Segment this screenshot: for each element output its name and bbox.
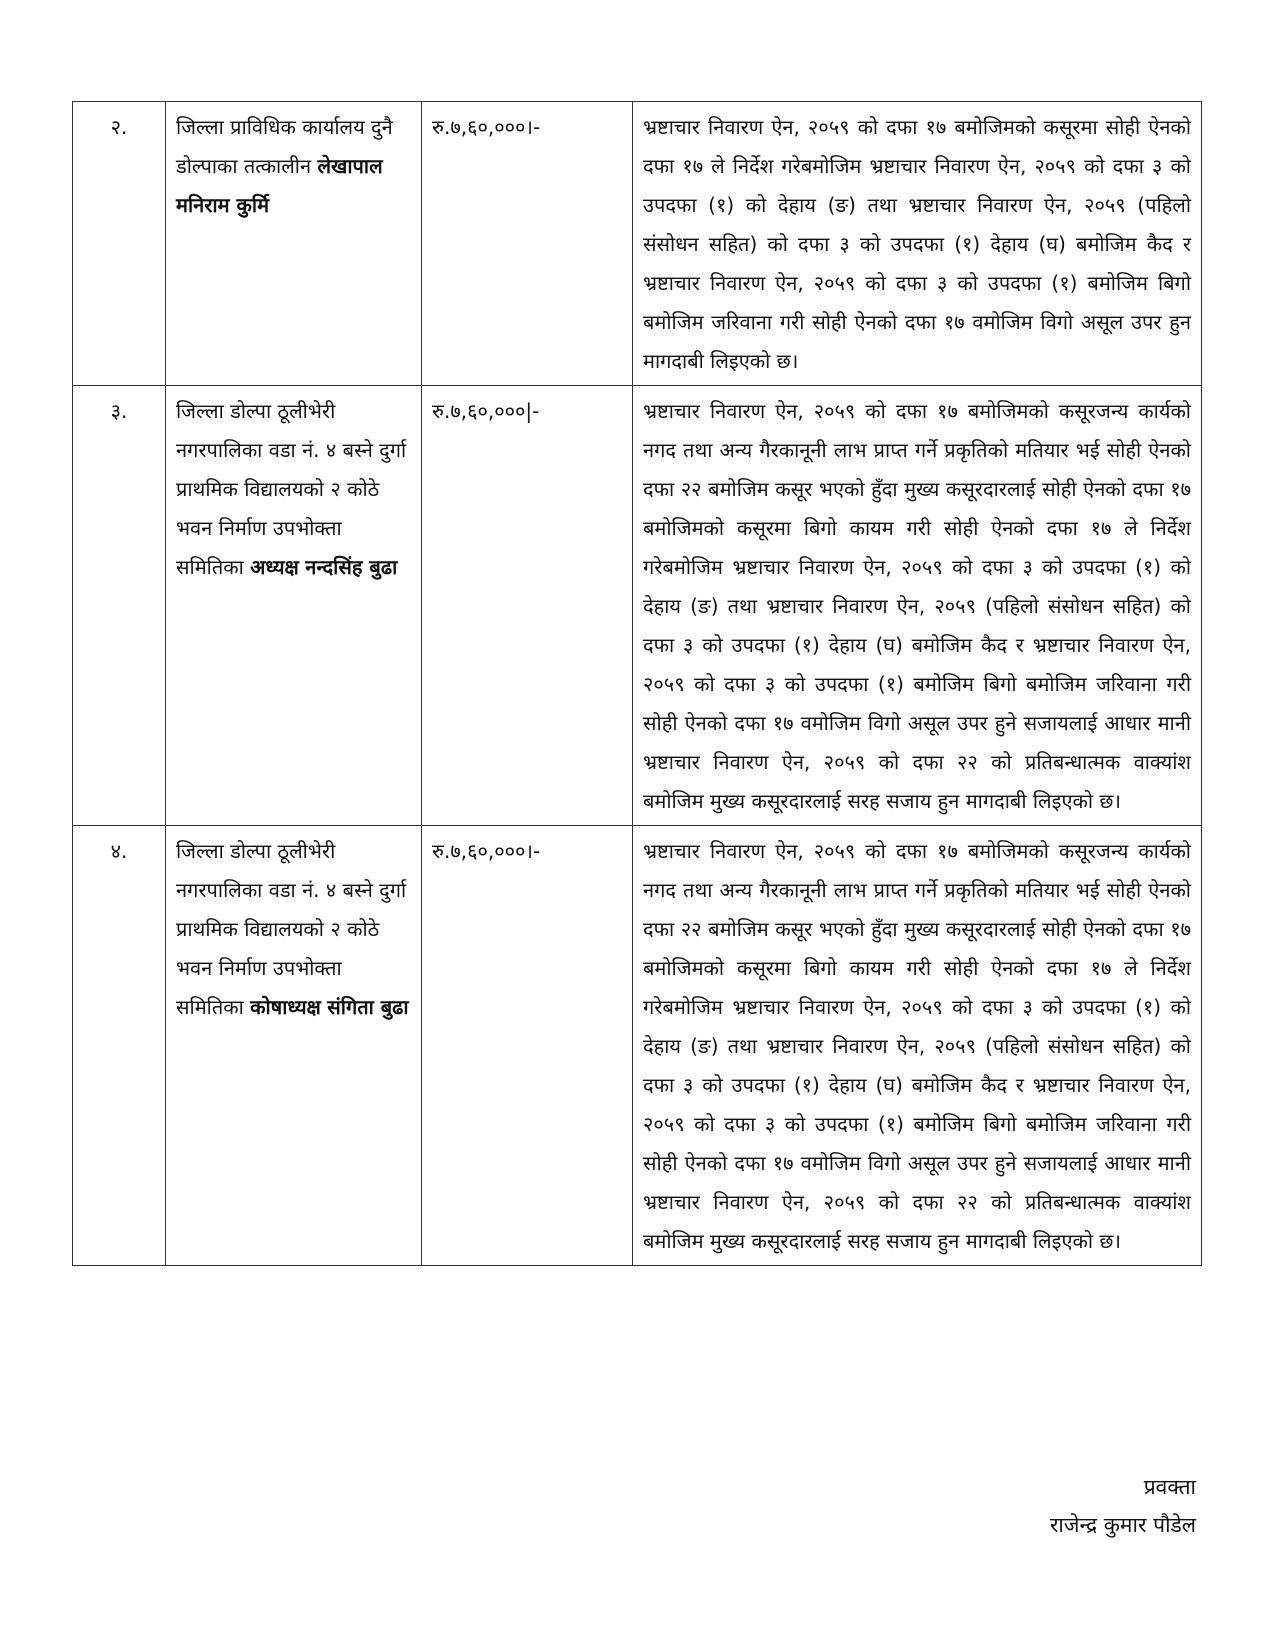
claim-amount: रु.७,६०,०००|- xyxy=(422,386,633,826)
table-row xyxy=(73,386,1202,826)
defendant-cell xyxy=(166,826,422,1266)
signature-block xyxy=(1050,1468,1196,1544)
claim-amount: रु.७,६०,०००।- xyxy=(422,102,633,386)
charge-text: भ्रष्टाचार निवारण ऐन, २०५९ को दफा १७ बमोजिमको कसूरमा सोही ऐनको दफा १७ ले निर्देश गरेबमोजिम भ्रष्टाचार निवारण ऐन, २०५९ को दफा ३ को उपदफा (१) को देहाय (ङ) तथा भ्रष्टाचार निवारण ऐन, २०५९ (पहिलो संसोधन सहित) को दफा ३ को उपदफा (१) देहाय (घ) बमोजिम कैद र भ्रष्टाचार निवारण ऐन, २०५९ को दफा ३ को उपदफा (१) बमोजिम बिगो बमोजिम जरिवाना गरी सोही ऐनको दफा १७ वमोजिम विगो असूल उपर हुन मागदाबी लिइएको छ। xyxy=(633,102,1202,386)
defendant-cell xyxy=(166,386,422,826)
cases-table xyxy=(72,101,1202,1266)
defendant-cell xyxy=(166,102,422,386)
defendant-name: नन्दसिंह बुढा xyxy=(305,555,398,579)
defendant-description: जिल्ला डोल्पा ठूलीभेरी नगरपालिका वडा नं. ४ बस्ने दुर्गा प्राथमिक विद्यालयको २ कोठे भवन निर्माण उपभोक्ता समितिका xyxy=(176,399,407,579)
serial-number: ४. xyxy=(73,826,166,1266)
serial-number: २. xyxy=(73,102,166,386)
claim-amount: रु.७,६०,०००।- xyxy=(422,826,633,1266)
defendant-description: जिल्ला प्राविधिक कार्यालय दुनै डोल्पाका तत्कालीन xyxy=(176,115,393,178)
table-row xyxy=(73,102,1202,386)
signatory-title: प्रवक्ता xyxy=(1143,1475,1196,1499)
charge-text: भ्रष्टाचार निवारण ऐन, २०५९ को दफा १७ बमोजिमको कसूरजन्य कार्यको नगद तथा अन्य गैरकानूनी लाभ प्राप्त गर्ने प्रकृतिको मतियार भई सोही ऐनको दफा २२ बमोजिम कसूर भएको हुँदा मुख्य कसूरदारलाई सोही ऐनको दफा १७ बमोजिमको कसूरमा बिगो कायम गरी सोही ऐनको दफा १७ ले निर्देश गरेबमोजिम भ्रष्टाचार निवारण ऐन, २०५९ को दफा ३ को उपदफा (१) को देहाय (ङ) तथा भ्रष्टाचार निवारण ऐन, २०५९ (पहिलो संसोधन सहित) को दफा ३ को उपदफा (१) देहाय (घ) बमोजिम कैद र भ्रष्टाचार निवारण ऐन, २०५९ को दफा ३ को उपदफा (१) बमोजिम बिगो बमोजिम जरिवाना गरी सोही ऐनको दफा १७ वमोजिम विगो असूल उपर हुने सजायलाई आधार मानी भ्रष्टाचार निवारण ऐन, २०५९ को दफा २२ को प्रतिबन्धात्मक वाक्यांश बमोजिम मुख्य कसूरदारलाई सरह सजाय हुन मागदाबी लिइएको छ। xyxy=(633,386,1202,826)
defendant-name: मनिराम कुर्मि xyxy=(176,193,270,217)
defendant-role: कोषाध्यक्ष xyxy=(250,995,321,1019)
signatory-name: राजेन्द्र कुमार पौडेल xyxy=(1049,1513,1196,1537)
defendant-role: अध्यक्ष xyxy=(250,555,299,579)
serial-number: ३. xyxy=(73,386,166,826)
table-row xyxy=(73,826,1202,1266)
defendant-role: लेखापाल xyxy=(317,154,383,178)
defendant-description: जिल्ला डोल्पा ठूलीभेरी नगरपालिका वडा नं. ४ बस्ने दुर्गा प्राथमिक विद्यालयको २ कोठे भवन निर्माण उपभोक्ता समितिका xyxy=(176,839,407,1019)
defendant-name: संगिता बुढा xyxy=(327,995,409,1019)
charge-text: भ्रष्टाचार निवारण ऐन, २०५९ को दफा १७ बमोजिमको कसूरजन्य कार्यको नगद तथा अन्य गैरकानूनी लाभ प्राप्त गर्ने प्रकृतिको मतियार भई सोही ऐनको दफा २२ बमोजिम कसूर भएको हुँदा मुख्य कसूरदारलाई सोही ऐनको दफा १७ बमोजिमको कसूरमा बिगो कायम गरी सोही ऐनको दफा १७ ले निर्देश गरेबमोजिम भ्रष्टाचार निवारण ऐन, २०५९ को दफा ३ को उपदफा (१) को देहाय (ङ) तथा भ्रष्टाचार निवारण ऐन, २०५९ (पहिलो संसोधन सहित) को दफा ३ को उपदफा (१) देहाय (घ) बमोजिम कैद र भ्रष्टाचार निवारण ऐन, २०५९ को दफा ३ को उपदफा (१) बमोजिम बिगो बमोजिम जरिवाना गरी सोही ऐनको दफा १७ वमोजिम विगो असूल उपर हुने सजायलाई आधार मानी भ्रष्टाचार निवारण ऐन, २०५९ को दफा २२ को प्रतिबन्धात्मक वाक्यांश बमोजिम मुख्य कसूरदारलाई सरह सजाय हुन मागदाबी लिइएको छ। xyxy=(633,826,1202,1266)
